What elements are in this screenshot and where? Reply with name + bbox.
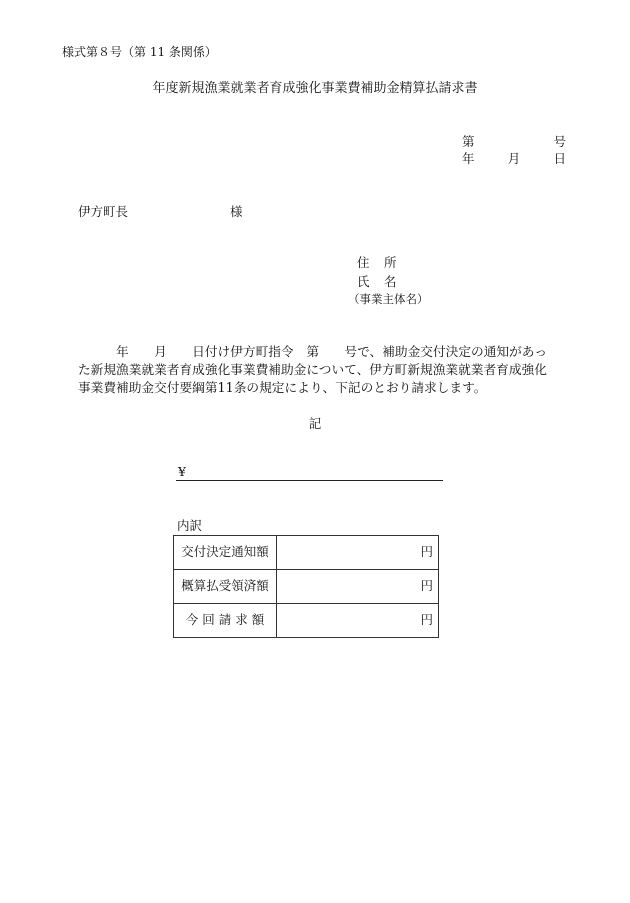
- table-row: [174, 604, 439, 638]
- row-label: 概算払受領済額: [174, 570, 277, 604]
- body-line: た新規漁業就業者育成強化事業費補助金について、伊方町新規漁業就業者育成強化: [78, 362, 547, 377]
- breakdown-heading: 内訳: [177, 518, 203, 533]
- document-number-prefix: 第: [462, 134, 475, 149]
- form-number: 様式第８号（第 11 条関係）: [62, 45, 217, 59]
- addressee-honorific: 様: [230, 204, 243, 219]
- amount-line: [176, 466, 443, 481]
- date-year: 年: [462, 151, 475, 166]
- row-amount-unit: 円: [277, 604, 439, 638]
- table-row: [174, 536, 439, 570]
- row-label: 交付決定通知額: [174, 536, 277, 570]
- document-number-row: [462, 136, 566, 149]
- body-line: 事業費補助金交付要綱第11条の規定により、下記のとおり請求します。: [78, 380, 487, 395]
- document-number-suffix: 号: [553, 134, 566, 149]
- date-month: 月: [507, 151, 521, 166]
- date-row: [462, 153, 566, 166]
- addressee-name: 伊方町長: [78, 204, 129, 219]
- ki-heading: 記: [308, 416, 322, 431]
- table-row: [174, 570, 439, 604]
- addressee: [78, 204, 243, 219]
- yen-symbol: ¥: [178, 464, 186, 479]
- breakdown-table: [173, 535, 439, 638]
- row-amount-unit: 円: [277, 570, 439, 604]
- row-amount-unit: 円: [277, 536, 439, 570]
- date-day: 日: [553, 151, 566, 166]
- body-line: 年 月 日付け伊方町指令 第 号で、補助金交付決定の通知があっ: [78, 344, 548, 359]
- address-label: 住 所: [357, 255, 398, 270]
- entity-label: （事業主体名）: [348, 292, 429, 306]
- document-title: 年度新規漁業就業者育成強化事業費補助金精算払請求書: [152, 81, 478, 96]
- body-paragraph: [78, 343, 566, 397]
- name-label: 氏 名: [357, 274, 398, 289]
- row-label: 今 回 請 求 額: [174, 604, 277, 638]
